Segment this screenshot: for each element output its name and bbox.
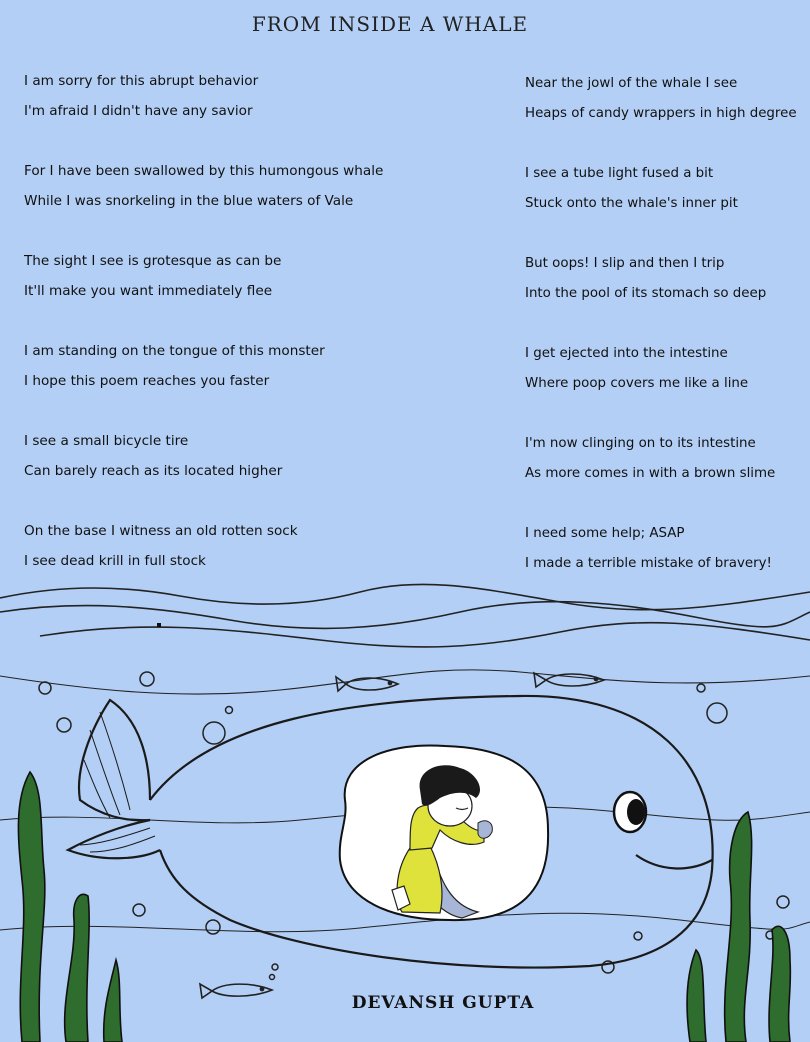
poem-line: It'll make you want immediately flee — [24, 283, 273, 299]
poem-line: The sight I see is grotesque as can be — [24, 253, 282, 269]
poem-line: As more comes in with a brown slime — [525, 466, 776, 481]
poem-line: I see a small bicycle tire — [24, 433, 189, 449]
poem-line: I get ejected into the intestine — [525, 346, 728, 361]
poem-line: Stuck onto the whale's inner pit — [525, 196, 738, 211]
author-name: DEVANSH GUPTA — [351, 993, 535, 1013]
poem-line: Into the pool of its stomach so deep — [525, 286, 767, 301]
poem-line: Near the jowl of the whale I see — [525, 76, 738, 91]
poem-line: I'm afraid I didn't have any savior — [24, 103, 253, 119]
poem-line: I see a tube light fused a bit — [525, 166, 714, 181]
whale-eye-icon — [614, 792, 646, 832]
poem-title: FROM INSIDE A WHALE — [251, 12, 529, 36]
poem-line: I see dead krill in full stock — [24, 553, 206, 569]
poem-line: I made a terrible mistake of bravery! — [525, 556, 772, 571]
poem-line: I hope this poem reaches you faster — [24, 373, 270, 389]
poem-line: Where poop covers me like a line — [525, 376, 749, 391]
poem-line: I am standing on the tongue of this monster — [24, 343, 325, 359]
poem-line: I'm now clinging on to its intestine — [525, 436, 756, 451]
poem-line: I am sorry for this abrupt behavior — [24, 73, 259, 89]
poem-line: On the base I witness an old rotten sock — [24, 523, 298, 539]
poem-line: Heaps of candy wrappers in high degree — [525, 106, 797, 121]
poem-line: But oops! I slip and then I trip — [525, 256, 725, 271]
poem-line: Can barely reach as its located higher — [24, 463, 283, 479]
snorkel-mark — [157, 623, 161, 627]
poem-line: I need some help; ASAP — [525, 526, 685, 541]
poem-line: For I have been swallowed by this humongous whale — [24, 163, 384, 179]
poem-line: While I was snorkeling in the blue waters of Vale — [24, 193, 354, 209]
